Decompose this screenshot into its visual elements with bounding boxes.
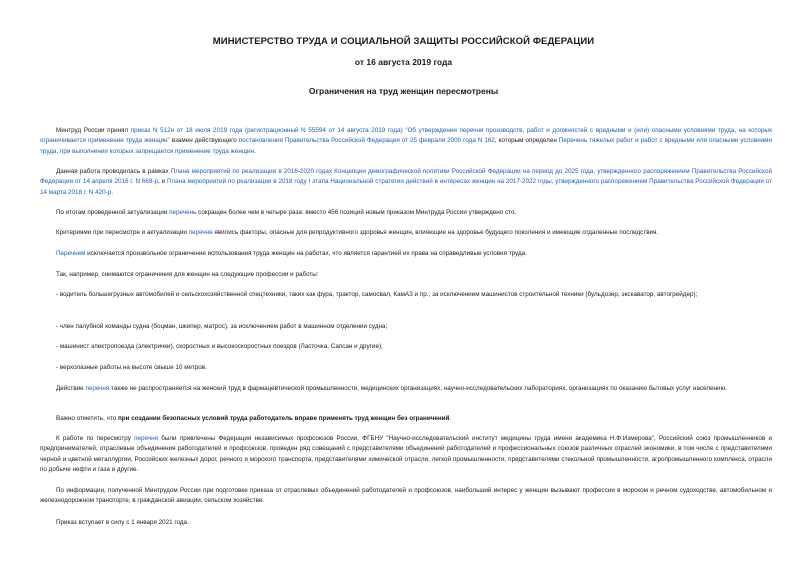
paragraph-text: Критериями при пересмотре и актуализации xyxy=(56,229,189,236)
paragraph-exclusions xyxy=(40,384,772,394)
link-demographic-plan[interactable]: Плана мероприятий по реализации в 2016-2020 годах Концепции демографической политики Российской Федерации на период до 2025 года, утвержденного распоряжением Правительства Российской Федерации от 14 апреля 2016 г. N 669-р xyxy=(40,168,772,186)
paragraph-text: По итогам проведенной актуализации xyxy=(56,209,170,216)
paragraph-text: сокращен более чем в четыре раза: вместо 456 позиций новым приказом Минтруда России утверждено сто. xyxy=(196,209,517,216)
paragraph-text: . xyxy=(254,147,256,155)
paragraph-order-adopted xyxy=(40,126,772,157)
list-item-truck-driver: - водитель большегрузных автомобилей и сельскохозяйственной спецтехники, таких как фура, трактор, самосвал, КамАЗ и пр., за исключением машинистов строительной техники (бульдозер, экскаватор, автогрейдер); xyxy=(56,291,698,298)
list-item-height-work: - верхолазные работы на высоте свыше 10 метров. xyxy=(56,364,207,371)
paragraph-text: Действие xyxy=(56,385,86,392)
paragraph-interest: По информации, полученной Минтрудом России при подготовке приказа от отраслевых объединений работодателей и профсоюзов, наибольший интерес у женщин вызывают профессии в морском и речном судоходстве, автомобильном и железнодорожном транспорте, в гражданской авиации, сельском хозяйстве. xyxy=(40,487,772,505)
paragraph-text: взамен действующего xyxy=(169,137,239,145)
link-list-heavy-works[interactable]: Перечень тяжелых работ и работ с вредными или опасными условиями труда, при выполнении которых запрещается применение труда женщин xyxy=(40,137,772,155)
paragraph-text: , которым определен xyxy=(494,137,559,145)
link-resolution-162[interactable]: постановления Правительства Российской Федерации от 25 февраля 2000 года N 162 xyxy=(238,137,495,145)
paragraph-text: , и xyxy=(157,178,167,186)
paragraph-text: . xyxy=(111,188,113,196)
paragraph-text: также не распространяется на женский труд в фармацевтической промышленности, медицинских организациях, научно-исследовательских лабораториях, организациях по оказанию бытовых услуг населению. xyxy=(109,385,728,392)
list-item-deck-crew: - член палубной команды судна (боцман, шкипер, матрос), за исключением работ в машинном отделении судна; xyxy=(56,323,388,330)
paragraph-plans xyxy=(40,167,772,198)
paragraph-guarantee xyxy=(40,249,772,259)
paragraph-criteria xyxy=(40,228,772,238)
paragraph-text: Данная работа проводилась в рамках xyxy=(56,168,171,175)
link-list[interactable]: перечень xyxy=(169,209,197,216)
link-list[interactable]: Перечнем xyxy=(56,250,86,257)
paragraph-participants xyxy=(40,434,772,476)
link-list[interactable]: перечня xyxy=(188,229,213,236)
paragraph-text: . xyxy=(449,415,452,422)
paragraph-list-reduced xyxy=(40,208,772,218)
paragraph-text: Важно отметить, что xyxy=(56,415,118,422)
document-title: Ограничения на труд женщин пересмотрены xyxy=(308,86,499,96)
list-item-train-driver: - машинист электропоезда (электрички), скоростных и высокоскоростных поездов (Ласточка, Сапсан и другие); xyxy=(56,343,383,350)
paragraph-examples-intro: Так, например, снимаются ограничения для женщин на следующие профессии и работы: xyxy=(56,271,319,278)
paragraph-text: исключается произвольное ограничение использования труда женщин на работах, что является гарантией их права на справедливые условия труда. xyxy=(85,250,527,257)
emphasis-text: при создании безопасных условий труда работодатель вправе применять труд женщин без ограничений xyxy=(117,415,450,422)
link-order-512n[interactable]: приказ N 512н от 18 июля 2019 года (регистрационный N 55594 от 14 августа 2019 года) "Об утверждении перечня производств, работ и должностей с вредными и (или) опасными условиями труда, на которых ограничивается применение труда женщин" xyxy=(40,127,772,145)
paragraph-effective-date: Приказ вступает в силу с 1 января 2021 года. xyxy=(56,519,189,526)
link-list[interactable]: перечня xyxy=(85,385,110,392)
paragraph-text: Минтруд России принял xyxy=(56,127,131,134)
ministry-heading: МИНИСТЕРСТВО ТРУДА И СОЦИАЛЬНОЙ ЗАЩИТЫ РОССИЙСКОЙ ФЕДЕРАЦИИ xyxy=(212,36,595,47)
link-list[interactable]: перечня xyxy=(134,435,158,442)
paragraph-text: К работе по пересмотру xyxy=(56,435,135,442)
paragraph-text: явились факторы, опасные для репродуктивного здоровья женщин, влияющие на здоровье будущего поколения и имеющие отдаленные последствия. xyxy=(212,229,659,236)
document-date: от 16 августа 2019 года xyxy=(354,57,453,67)
paragraph-text: были привлечены Федерация независимых профсоюзов России, ФГБНУ "Научно-исследовательский институт медицины труда имени академика Н.Ф.Измерова", Российский союз промышленников и предпринимателей, отраслевые объединения работодателей и профсоюзов, проведен ряд совещаний с представителями объединений работодателей и профессиональных союзов различных отраслей экономики, в том числе с представителями черной и цветной металлургии, Российских железных дорог, речного и морского транспорта, представителями химической отрасли, легкой промышленности, представителями стекольной промышленности, агропромышленного комплекса, отрасли по добыче нефти и газа и другие. xyxy=(40,435,772,474)
link-women-strategy-plan[interactable]: Плана мероприятий по реализации в 2018 году I этапа Национальной стратегии действий в интересах женщин на 2017-2022 годы, утвержденного распоряжением Правительства Российской Федерации от 14 марта 2018 г. N 420-р xyxy=(40,178,772,196)
paragraph-important-note xyxy=(40,414,772,424)
